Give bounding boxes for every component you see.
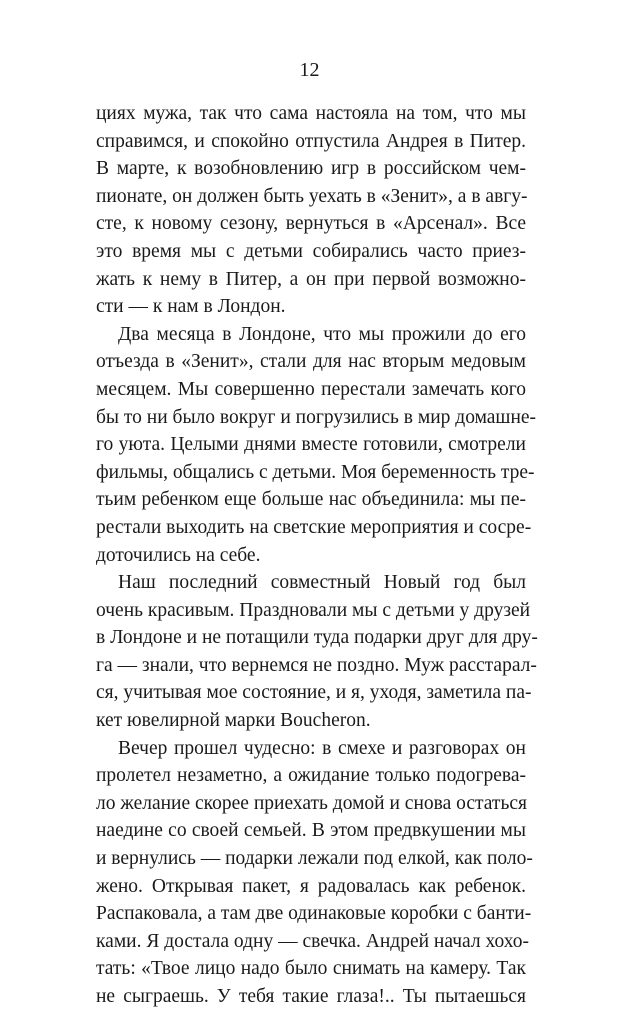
- paragraph: [96, 569, 538, 735]
- text-line: справимся, и спокойно отпустила Андрея в Питер.: [96, 130, 526, 152]
- text-line: пролетел незаметно, а ожидание только подогрева-: [96, 765, 526, 787]
- paragraph: [96, 321, 537, 569]
- text-line: Наш последний совместный Новый год был: [118, 572, 526, 594]
- text-line: это время мы с детьми собирались часто приез-: [96, 240, 526, 262]
- text-line: в Лондоне и не потащили туда подарки друг для дру-: [96, 627, 538, 649]
- text-line: фильмы, общались с детьми. Моя беременность тре-: [96, 461, 535, 483]
- text-line: отъезда в «Зенит», стали для нас вторым медовым: [96, 351, 526, 373]
- text-line: жать к нему в Питер, а он при первой возможно-: [96, 268, 526, 290]
- page-number: 12: [299, 59, 320, 81]
- paragraph: [96, 100, 526, 321]
- text-line: и вернулись — подарки лежали под елкой, как поло-: [96, 848, 533, 870]
- text-line: Два месяца в Лондоне, что мы прожили до его: [118, 323, 526, 345]
- text-line: ся, учитывая мое состояние, и я, уходя, заметила па-: [96, 682, 532, 704]
- text-line: не сыграешь. У тебя такие глаза!.. Ты пытаешься: [96, 986, 526, 1007]
- text-line: жено. Открывая пакет, я радовалась как ребенок.: [96, 875, 526, 897]
- paragraph: [96, 735, 533, 1011]
- text-line: пионате, он должен быть уехать в «Зенит», а в авгу-: [96, 185, 528, 207]
- text-line: очень красивым. Праздновали мы с детьми у друзей: [96, 599, 531, 621]
- text-line: циях мужа, так что сама настояла на том, что мы: [96, 103, 526, 124]
- text-line: наедине со своей семьей. В этом предвкушении мы: [96, 820, 526, 842]
- text-line: сте, к новому сезону, вернуться в «Арсенал». Все: [96, 213, 526, 235]
- text-line: В марте, к возобновлению игр в российском чем-: [96, 158, 526, 180]
- text-line: го уюта. Целыми днями вместе готовили, смотрели: [96, 434, 526, 456]
- text-line: кет ювелирной марки Boucheron.: [96, 710, 371, 732]
- text-line: сти — к нам в Лондон.: [96, 296, 286, 318]
- text-line: ками. Я достала одну — свечка. Андрей начал хохо-: [96, 930, 529, 952]
- text-line: бы то ни было вокруг и погрузились в мир домашне-: [96, 406, 537, 428]
- text-line: доточились на себе.: [96, 544, 261, 566]
- text-line: рестали выходить на светские мероприятия и сосре-: [96, 516, 532, 538]
- text-line: тать: «Твое лицо надо было снимать на камеру. Так: [96, 958, 526, 980]
- body-text: [96, 100, 538, 1011]
- text-line: месяцем. Мы совершенно перестали замечать кого: [96, 378, 526, 400]
- text-line: Вечер прошел чудесно: в смехе и разговорах он: [118, 737, 526, 759]
- text-line: га — знали, что вернемся не поздно. Муж расстарал-: [96, 654, 537, 676]
- text-line: Распаковала, а там две одинаковые коробки с банти-: [96, 903, 532, 925]
- text-line: тьим ребенком еще больше нас объединила: мы пе-: [96, 489, 526, 511]
- text-line: ло желание скорее приехать домой и снова остаться: [96, 792, 527, 814]
